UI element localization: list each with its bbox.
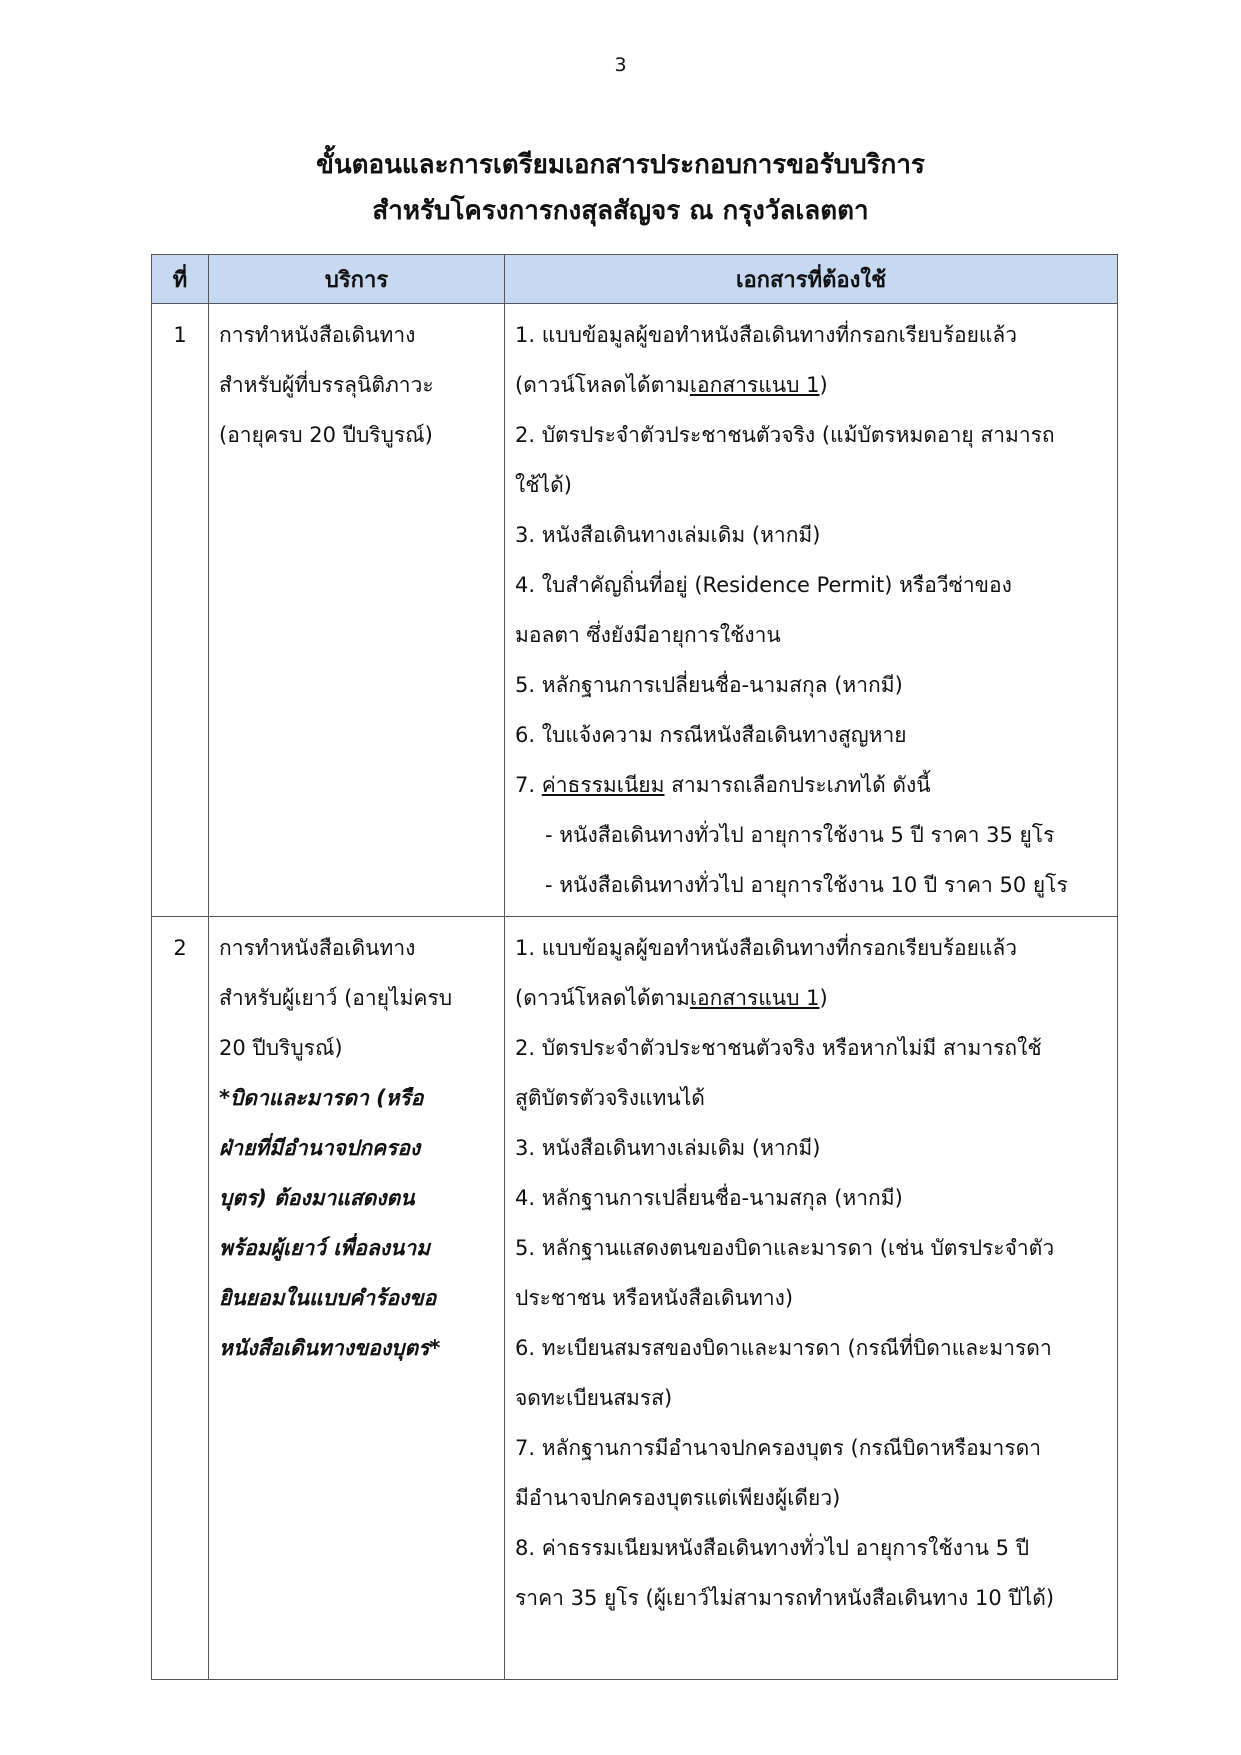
doc-text: (ดาวน์โหลดได้ตาม xyxy=(515,373,690,397)
service-line: (อายุครบ 20 ปีบริบูรณ์) xyxy=(219,423,433,447)
table-row xyxy=(152,917,1118,1680)
service-note-line: บุตร) ต้องมาแสดงตน xyxy=(219,1186,415,1210)
attachment-1-link[interactable]: เอกสารแนบ 1 xyxy=(689,373,820,397)
service-line: 20 ปีบริบูรณ์) xyxy=(219,1036,343,1060)
doc-item-7-cont: มีอำนาจปกครองบุตรแต่เพียงผู้เดียว) xyxy=(515,1486,841,1510)
doc-item-7: 7. หลักฐานการมีอำนาจปกครองบุตร (กรณีบิดาหรือมารดา xyxy=(515,1436,1042,1460)
service-note-line: หนังสือเดินทางของบุตร* xyxy=(219,1336,441,1360)
doc-item-1-cont xyxy=(515,973,1107,1023)
title-line-1: ขั้นตอนและการเตรียมเอกสารประกอบการขอรับบริการ xyxy=(316,150,925,180)
doc-item-4-cont: มอลตา ซึ่งยังมีอายุการใช้งาน xyxy=(515,623,781,647)
page-number: 3 xyxy=(614,54,627,76)
service-cell xyxy=(209,304,505,917)
service-line: สำหรับผู้เยาว์ (อายุไม่ครบ xyxy=(219,986,453,1010)
doc-item-2: 2. บัตรประจำตัวประชาชนตัวจริง หรือหากไม่มี สามารถใช้ xyxy=(515,1036,1042,1060)
doc-item-2-cont: สูติบัตรตัวจริงแทนได้ xyxy=(515,1086,705,1110)
doc-item-5-cont: ประชาชน หรือหนังสือเดินทาง) xyxy=(515,1286,794,1310)
doc-item-3: 3. หนังสือเดินทางเล่มเดิม (หากมี) xyxy=(515,523,821,547)
doc-text: (ดาวน์โหลดได้ตาม xyxy=(515,986,690,1010)
doc-item-7 xyxy=(515,760,1107,810)
doc-item-4: 4. หลักฐานการเปลี่ยนชื่อ-นามสกุล (หากมี) xyxy=(515,1186,903,1210)
fee-option: - หนังสือเดินทางทั่วไป อายุการใช้งาน 5 ปี ราคา 35 ยูโร xyxy=(545,823,1055,847)
doc-text: 7. xyxy=(515,773,542,797)
doc-item-8-cont: ราคา 35 ยูโร (ผู้เยาว์ไม่สามารถทำหนังสือเดินทาง 10 ปีได้) xyxy=(515,1586,1055,1610)
service-note-line: พร้อมผู้เยาว์ เพื่อลงนาม xyxy=(219,1236,431,1260)
service-line: สำหรับผู้ที่บรรลุนิติภาวะ xyxy=(219,373,434,397)
doc-item-1-cont xyxy=(515,360,1107,410)
doc-text: สามารถเลือกประเภทได้ ดังนี้ xyxy=(664,773,931,797)
requirements-table xyxy=(151,254,1118,1680)
row-number: 1 xyxy=(152,304,209,917)
service-line: การทำหนังสือเดินทาง xyxy=(219,323,416,347)
document-title xyxy=(0,142,1241,234)
doc-item-6-cont: จดทะเบียนสมรส) xyxy=(515,1386,673,1410)
doc-text: ) xyxy=(819,986,828,1010)
service-note-line: ฝ่ายที่มีอำนาจปกครอง xyxy=(219,1136,421,1160)
doc-item-5: 5. หลักฐานการเปลี่ยนชื่อ-นามสกุล (หากมี) xyxy=(515,673,903,697)
doc-item-6: 6. ใบแจ้งความ กรณีหนังสือเดินทางสูญหาย xyxy=(515,723,907,747)
table-row xyxy=(152,304,1118,917)
service-note-line: ยินยอมในแบบคำร้องขอ xyxy=(219,1286,437,1310)
doc-text: ) xyxy=(819,373,828,397)
table-header-row xyxy=(152,255,1118,304)
service-line: การทำหนังสือเดินทาง xyxy=(219,936,416,960)
doc-item-2: 2. บัตรประจำตัวประชาชนตัวจริง (แม้บัตรหมดอายุ สามารถ xyxy=(515,423,1055,447)
row-number: 2 xyxy=(152,917,209,1680)
header-service: บริการ xyxy=(209,255,505,304)
title-line-2: สำหรับโครงการกงสุลสัญจร ณ กรุงวัลเลตตา xyxy=(372,196,869,226)
doc-item-5: 5. หลักฐานแสดงตนของบิดาและมารดา (เช่น บัตรประจำตัว xyxy=(515,1236,1055,1260)
service-note-line: *บิดาและมารดา (หรือ xyxy=(219,1086,424,1110)
fee-link: ค่าธรรมเนียม xyxy=(541,773,665,797)
documents-cell xyxy=(505,917,1118,1680)
doc-item-2-cont: ใช้ได้) xyxy=(515,473,572,497)
attachment-1-link[interactable]: เอกสารแนบ 1 xyxy=(689,986,820,1010)
documents-cell xyxy=(505,304,1118,917)
doc-item-1: 1. แบบข้อมูลผู้ขอทำหนังสือเดินทางที่กรอกเรียบร้อยแล้ว xyxy=(515,936,1018,960)
doc-item-4: 4. ใบสำคัญถิ่นที่อยู่ (Residence Permit) หรือวีซ่าของ xyxy=(515,573,1012,597)
service-cell xyxy=(209,917,505,1680)
doc-item-6: 6. ทะเบียนสมรสของบิดาและมารดา (กรณีที่บิดาและมารดา xyxy=(515,1336,1052,1360)
doc-item-1: 1. แบบข้อมูลผู้ขอทำหนังสือเดินทางที่กรอกเรียบร้อยแล้ว xyxy=(515,323,1018,347)
doc-item-8: 8. ค่าธรรมเนียมหนังสือเดินทางทั่วไป อายุการใช้งาน 5 ปี xyxy=(515,1536,1030,1560)
doc-item-3: 3. หนังสือเดินทางเล่มเดิม (หากมี) xyxy=(515,1136,821,1160)
header-no: ที่ xyxy=(152,255,209,304)
header-documents: เอกสารที่ต้องใช้ xyxy=(505,255,1118,304)
fee-option: - หนังสือเดินทางทั่วไป อายุการใช้งาน 10 ปี ราคา 50 ยูโร xyxy=(545,873,1068,897)
